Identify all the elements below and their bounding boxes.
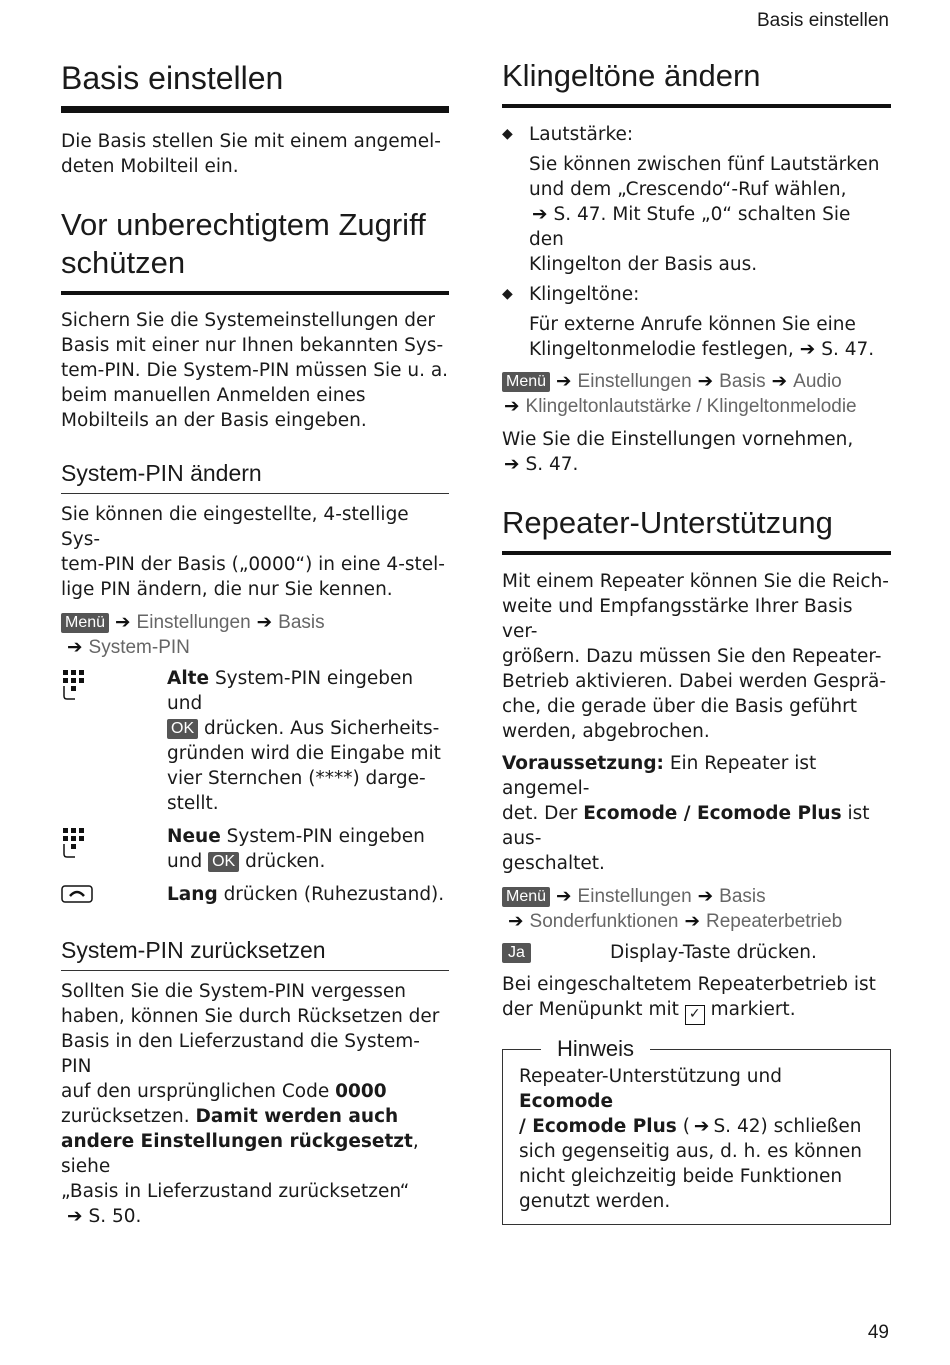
body-line: Betrieb aktivieren. Dabei werden Gesprä- [502,671,887,692]
arrow-icon: ➔ [556,886,572,907]
body-line: tem-PIN. Die System-PIN müssen Sie u. a. [61,360,449,381]
running-header: Basis einstellen [756,10,889,31]
body-line: nicht gleichzeitig beide Funktionen [519,1166,843,1187]
body-line: weite und Empfangsstärke Ihrer Basis ver- [502,596,853,642]
section-title-ringtones: Klingeltöne ändern [502,57,891,108]
body-line: Ein Repeater ist angemel- [502,753,817,799]
arrow-icon: ➔ [771,371,788,392]
menu-key: Menü [61,613,109,633]
arrow-icon: ➔ [508,911,524,932]
repeater-requirement [502,751,891,876]
ok-key: OK [208,852,239,872]
page-reference[interactable]: S. 47. [525,454,579,475]
repeater-status [502,972,891,1025]
body-line: Repeater-Unterstützung und [519,1066,782,1087]
bullet-label: Klingeltöne: [529,284,640,305]
bold-text: Damit werden auch [195,1106,399,1127]
note-box [502,1036,891,1225]
menu-path-item: Basis [278,612,325,633]
page-title: Basis einstellen [61,59,449,113]
menu-path-item: Basis [719,371,766,392]
menu-key: Menü [502,372,550,392]
section-title-line: Vor unberechtigtem Zugriff [61,207,426,242]
bold-text: andere Einstellungen rückgesetzt [61,1131,413,1152]
ok-key: OK [167,719,198,739]
bold-text: 0000 [335,1081,387,1102]
protect-body [61,308,449,433]
menu-key: Menü [502,887,550,907]
step-text: drücken. [239,851,326,872]
body-line: auf den ursprünglichen Code [61,1081,336,1102]
step-text: System-PIN eingeben und [167,668,414,714]
body-line: beim manuellen Anmelden eines [61,385,366,406]
body-line: Für externe Anrufe können Sie eine [529,314,856,335]
section-title-repeater: Repeater-Unterstützung [502,504,891,555]
page-reference[interactable]: S. 47. Mit Stufe „0“ schalten Sie den [529,204,851,250]
menu-path-item: Sonderfunktionen [529,911,679,932]
arrow-icon: ➔ [684,911,700,932]
step-text: Display-Taste drücken. [610,942,817,963]
body-line: geschaltet. [502,853,605,874]
change-pin-body [61,502,449,602]
arrow-icon: ➔ [67,637,83,658]
body-line: Basis mit einer nur Ihnen bekannten Sys- [61,335,444,356]
body-line: tem-PIN der Basis („0000“) in eine 4-stel- [61,554,445,575]
arrow-icon: ➔ [256,612,273,633]
bullet-ringtones [502,282,891,362]
checkbox-checked-icon: ✓ [685,1005,705,1025]
step-bold: Alte [167,668,210,689]
body-line: Sichern Sie die Systemeinstellungen der [61,310,436,331]
step-bold: Neue [167,826,221,847]
arrow-icon: ➔ [532,204,548,225]
diamond-bullet-icon: ◆ [502,126,513,142]
intro-line: deten Mobilteil ein. [61,156,239,177]
arrow-icon: ➔ [697,886,714,907]
menu-path-audio [502,369,891,419]
menu-path-repeater [502,884,891,934]
body-line: Basis in den Lieferzustand die System-PIN [61,1031,420,1077]
bullet-label: Lautstärke: [529,124,634,145]
diamond-bullet-icon: ◆ [502,286,513,302]
arrow-icon: ➔ [504,454,520,475]
arrow-icon: ➔ [693,1116,710,1137]
body-line: markiert. [704,999,796,1020]
body-line: Sie können die eingestellte, 4-stellige Sys- [61,504,409,550]
menu-path-item: Klingeltonlautstärke [525,396,692,417]
step-text: drücken. Aus Sicherheits- [198,718,440,739]
body-line: che, die gerade über die Basis geführt [502,696,858,717]
body-line: haben, können Sie durch Rücksetzen der [61,1006,440,1027]
left-column [61,0,449,1229]
how-to-text [502,427,891,477]
body-line: Mit einem Repeater können Sie die Reich- [502,571,889,592]
menu-path-item: Repeaterbetrieb [705,911,843,932]
bold-text: Voraussetzung: [502,753,664,774]
menu-path-item: Einstellungen [577,886,692,907]
body-line: Klingelton der Basis aus. [529,254,758,275]
body-line: werden, abgebrochen. [502,721,710,742]
bullet-volume [502,122,891,277]
body-line: , siehe [61,1131,419,1177]
arrow-icon: ➔ [504,396,520,417]
bold-text: Ecomode / Ecomode Plus [583,803,842,824]
menu-path-item: Audio [793,371,842,392]
body-line: ( [676,1116,690,1137]
intro-line: Die Basis stellen Sie mit einem angemel- [61,131,441,152]
step-text: und [167,851,209,872]
body-line: Wie Sie die Einstellungen vornehmen, [502,429,854,450]
menu-path-item: Basis [719,886,766,907]
body-line: größern. Dazu müssen Sie den Repeater- [502,646,882,667]
page-reference[interactable]: S. 50. [88,1206,142,1227]
arrow-icon: ➔ [697,371,714,392]
end-call-icon [61,882,167,911]
body-line: Mobilteils an der Basis eingeben. [61,410,367,431]
intro-text [61,129,449,179]
menu-path-item: Einstellungen [577,371,692,392]
right-column [502,0,891,1225]
section-title-line: schützen [61,245,186,280]
repeater-body [502,569,891,744]
arrow-icon: ➔ [67,1206,83,1227]
body-line: Bei eingeschaltetem Repeaterbetrieb ist [502,974,876,995]
page-reference[interactable]: S. 42) schließen [713,1116,862,1137]
bold-text: / Ecomode Plus [519,1116,677,1137]
body-line: Klingeltonmelodie festlegen, [529,339,794,360]
menu-path-item: System-PIN [88,637,190,658]
body-line: sich gegenseitig aus, d. h. es können [519,1141,862,1162]
body-line: der Menüpunkt mit [502,999,685,1020]
body-line: genutzt werden. [519,1191,671,1212]
step-text: stellt. [167,793,219,814]
body-line: und dem „Crescendo“-Ruf wählen, [529,179,847,200]
note-title: Hinweis [541,1035,650,1063]
step-old-pin [61,666,449,816]
body-line: zurücksetzen. [61,1106,196,1127]
body-line: ist aus- [502,803,870,849]
ja-key: Ja [502,943,531,963]
arrow-icon: ➔ [115,612,131,633]
step-ja [502,940,891,965]
keypad-icon [61,824,167,874]
subsection-title-change-pin: System-PIN ändern [61,458,449,494]
body-line: Sollten Sie die System-PIN vergessen [61,981,406,1002]
menu-path-item: Einstellungen [136,612,251,633]
step-text: gründen wird die Eingabe mit [167,743,441,764]
step-new-pin [61,824,449,874]
page-reference[interactable]: S. 47. [821,339,875,360]
body-line: Sie können zwischen fünf Lautstärken [529,154,880,175]
arrow-icon: ➔ [556,371,572,392]
bold-text: Ecomode [519,1091,614,1112]
step-text: drücken (Ruhezustand). [217,884,445,905]
keypad-icon [61,666,167,816]
step-text: vier Sternchen (****) darge- [167,768,426,789]
step-text: System-PIN eingeben [220,826,425,847]
cross-reference-link[interactable]: „Basis in Lieferzustand zurücksetzen“ [61,1181,410,1202]
subsection-title-reset-pin: System-PIN zurücksetzen [61,935,449,971]
path-separator: / [696,396,702,417]
arrow-icon: ➔ [799,339,816,360]
step-end-call [61,882,449,911]
reset-pin-body [61,979,449,1229]
page-number: 49 [867,1322,889,1343]
body-line: lige PIN ändern, die nur Sie kennen. [61,579,393,600]
menu-path-pin [61,610,449,660]
menu-path-item: Klingeltonmelodie [706,396,857,417]
step-bold: Lang [167,884,218,905]
section-title-protect [61,206,449,295]
body-line: det. Der [502,803,584,824]
